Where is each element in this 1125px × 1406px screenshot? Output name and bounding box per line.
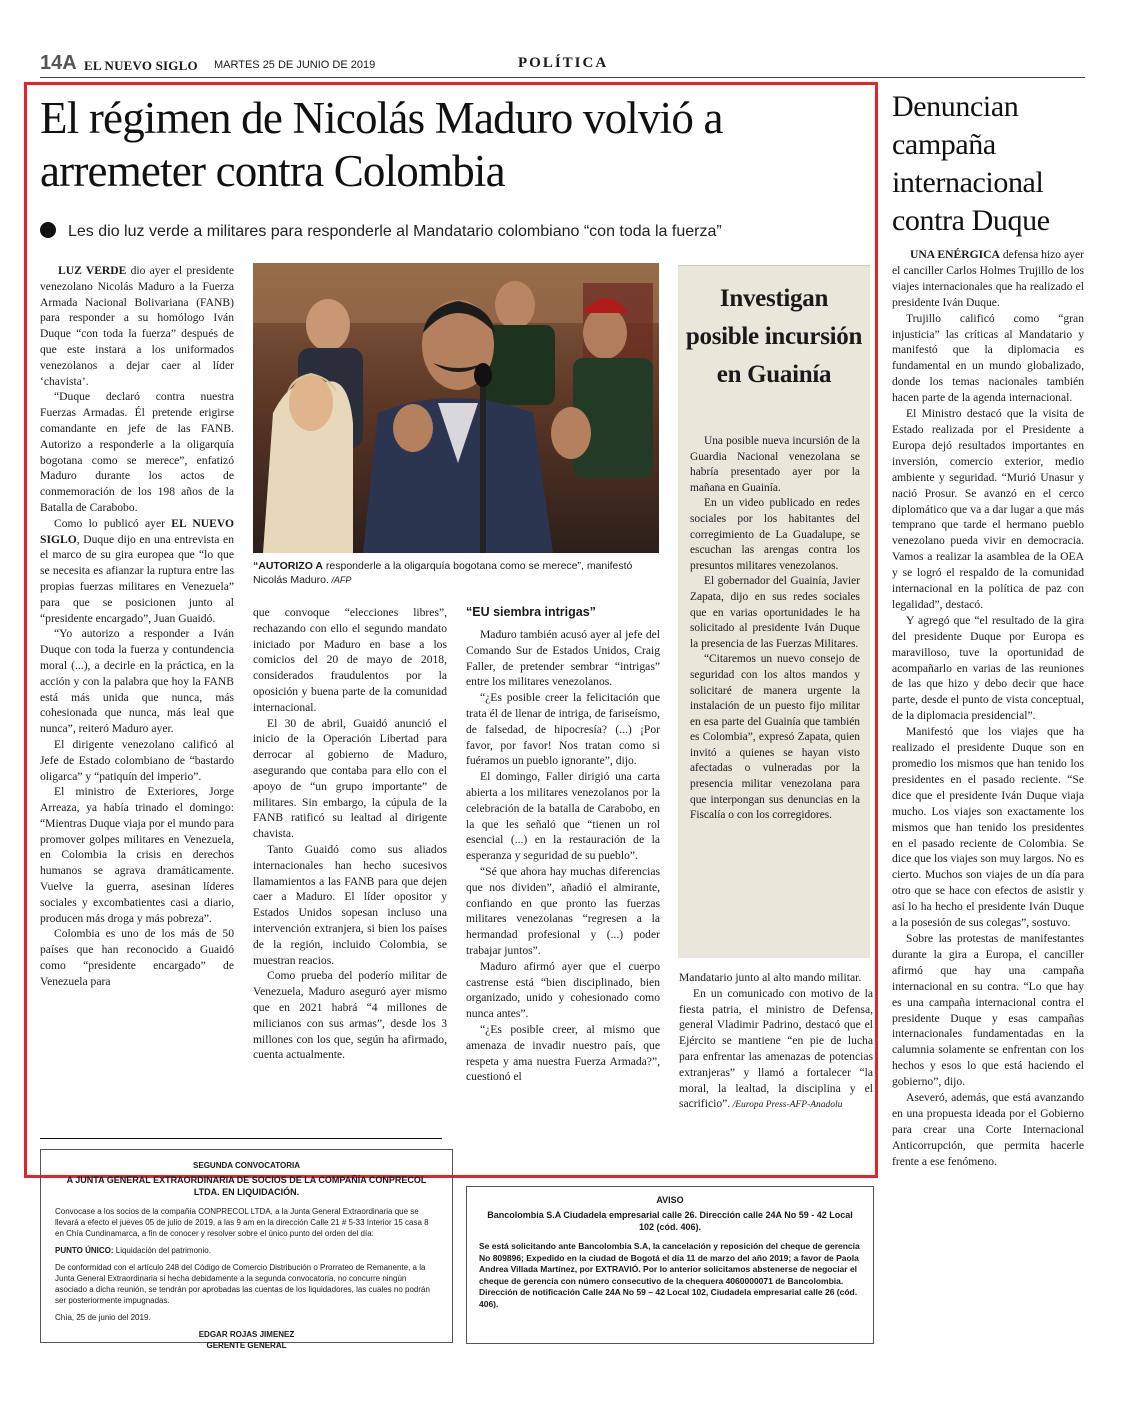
right-column [892,247,1084,1170]
paragraph [679,986,873,1114]
paragraph: El Ministro destacó que la visita de Estado realizada por el Presidente a Europa dejó resultados importantes en inversión, comercio exterior, medio ambiente y seguridad. “Murió Unasur y nació Prosur. Se avanzó en el cerco diplomático que va a dar lugar a que más temprano que tarde el hermano pueblo venezolano pueda vivir en democracia. Vamos a realizar la asamblea de la OEA y se logró el respaldo de la comunidad internacional en la política de paz con legalidad”, destacó. [892,407,1084,611]
paragraph: “¿Es posible creer, al mismo que amenaza de invadir nuestro país, que respeta y ama nuestra Fuerza Armada?”, cuestionó el [466,1022,660,1084]
divider [40,1138,442,1139]
paragraph: El ministro de Exteriores, Jorge Arreaza, ya había trinado el domingo: “Mientras Duque viaja por el mundo para promover golpes militares en Venezuela, en Colombia la crisis en derechos humanos se agrava dramáticamente. Vuelve la guerra, asesinan líderes sociales y excombatientes casi a diario, producen más droga y más pobreza”. [40,785,234,925]
legal-notice-aviso [466,1186,874,1344]
signer-role: GERENTE GENERAL [206,1341,287,1350]
paragraph-text: , Duque dijo en una entrevista en el marco de su gira europea que “lo que se necesita es afianzar la ruptura entre las propias fuerzas militares en Venezuela” para que se posicionen junto al “presidente encargado”, Juan Guaidó. [40,532,234,625]
photo-caption [253,560,659,587]
notice-body: Convocase a los socios de la compañía CONPRECOL LTDA, a la Junta General Extraordinaria que se llevará a efecto el jueves 05 de julio de 2019, a las 9 am en la dirección Calle 21 # 5-33 Interior 15 casa 8 en Chía Cundinamarca, a fin de conocer y resolver sobre el único punto del orden del día: [55,1207,429,1238]
photo-illustration [253,263,659,553]
paragraph [892,247,1084,311]
newspaper-mention: EL NUEVO SIGLO [40,516,234,546]
main-deck [40,222,870,241]
paragraph: “Duque declaró contra nuestra Fuerzas Armadas. Él pretende erigirse comandante en jefe de las FANB. Autorizo a responderle a la oligarquía bogotana como se merece”, enfatizó Maduro durante los actos de conmemoración de los 198 años de la Batalla de Carabobo. [40,390,234,514]
main-column-3 [466,605,660,1085]
paragraph: Sobre las protestas de manifestantes durante la gira a Europa, el canciller afirmó que hay una campaña internacional en su contra. “Lo que hay es una campaña internacional contra el presidente Duque y esas campañas internacionales fundamentadas en la calumnia solamente se enfrentan con los hechos y esos lo que está haciendo el gobierno”, dijo. [892,931,1084,1089]
paragraph [40,263,234,389]
point-text: Liquidación del patrimonio. [113,1246,211,1255]
paragraph: “Citaremos un nuevo consejo de seguridad con los altos mandos y solicitaré de manera urgente la instalación de un puesto fijo militar en esa parte del Guainía que también es Colombia”, expresó Zapata, quien invitó a quienes se hayan visto afectadas o vulneradas por la presencia militar venezolana para que interpongan sus denuncias en la Fiscalía o con los corregidores. [690,653,860,822]
notice-place-date: Chía, 25 de junio del 2019. [55,1313,151,1322]
paragraph: Maduro también acusó ayer al jefe del Comando Sur de Estados Unidos, Craig Faller, de pretender sembrar “intrigas” entre los militares venezolanos. [466,628,660,689]
notice-point [55,1245,438,1256]
maduro-photo [253,263,659,553]
main-column-4 [679,970,873,1114]
notice-heading: Bancolombia S.A Ciudadela empresarial calle 26. Dirección calle 24A No 59 - 42 Local 102 (cód. 406). [487,1210,853,1232]
signer-name: EDGAR ROJAS JIMENEZ [198,1330,295,1339]
paragraph: Una posible nueva incursión de la Guardia Nacional venezolana se habría presentado ayer por la mañana en Guainía. [690,435,860,494]
paragraph-text: dio ayer el presidente venezolano Nicolás Maduro a la Fuerza Armada Nacional Bolivariana (FANB) para responder a su homólogo Iván Duque “con toda la fuerza” después de que este instara a los uniformados venezolanos a dejar caer al líder ‘chavista’. [40,264,234,388]
paragraph: Aseveró, además, que está avanzando en una propuesta ideada por el Gobierno para crear una Corte Internacional Anticorrupción, que permita hacerle frente a ese fenómeno. [892,1091,1084,1168]
subheading: “EU siembra intrigas” [466,605,596,619]
lead-in: LUZ VERDE [58,264,127,277]
paragraph: Tanto Guaidó como sus aliados internacionales han hecho sucesivos llamamientos a las FANB para que dejen caer a Maduro. El líder opositor y Estados Unidos sopesan incluso una intervención extranjera, si bien los países de la región, incluido Colombia, se muestran reacios. [253,842,447,967]
point-label: PUNTO ÚNICO: [55,1246,114,1255]
notice-legal: De conformidad con el artículo 248 del Código de Comercio Distribución o Prorrateo de Remanente, a la Junta General Extraordinaria si hecha debidamente a la segunda convocatoria, no concurre ningún asociado a dicha reunión, se tendrán por aprobadas las cuentas de los liquidadores, las cuales no podrán ser posteriormente impugnadas. [55,1263,430,1305]
main-column-1 [40,263,234,990]
section-name: POLÍTICA [518,55,609,71]
legal-notice-convocatoria [40,1149,453,1350]
paragraph: Como prueba del poderío militar de Venezuela, Maduro aseguró ayer mismo que en 2021 habrá “4 millones de milicianos con sus armas”, desde los 3 millones con los que, según ha afirmado, cuenta actualmente. [253,969,447,1062]
bullet-icon [40,222,56,238]
paragraph: Mandatario junto al alto mando militar. [679,971,862,984]
paragraph: Manifestó que los viajes que ha realizado el presidente Duque son en promedio los mismos que han tenido los presidentes en el pasado reciente. “Se dice que el presidente Iván Duque viaja mucho. Los viajes son exactamente los mismos que han tenido los presidentes en el pasado reciente de Colombia. Se dice que los viajes son muy largos. No es cierto. Muchos son viajes de un día para otro que se hace con efectos de asistir y así lo ha hecho el presidente Iván Duque a la posesión de sus colegas”, sostuvo. [892,725,1084,930]
sidebar-body [690,434,860,824]
paragraph: Trujillo calificó como “gran injusticia” las críticas al Mandatario y manifestó que la diplomacia es fundamental en un mundo globalizado, donde los temas nacionales también hacen parte de la agenda internacional. [892,311,1084,405]
paragraph-text: defensa hizo ayer el canciller Carlos Holmes Trujillo de los viajes internacionales que ha realizado el presidente Iván Duque. [892,248,1084,309]
caption-credit: /AFP [328,574,352,585]
paragraph: Colombia es uno de los más de 50 países que han reconocido a Guaidó como “presidente encargado” de Venezuela para [40,927,234,988]
paragraph-text: Como lo publicó ayer [54,516,172,530]
paragraph: Y agregó que “el resultado de la gira del presidente Duque por Europa es maravilloso, tuve la oportunidad de acompañarlo en varias de las reuniones de las que hizo y debo decir que hace parte, desde el punto de vista conceptual, de la diplomacia presidencial”. [892,613,1084,723]
paragraph: El gobernador del Guainía, Javier Zapata, dijo en sus redes sociales que en varias oportunidades le ha solicitado al presidente Iván Duque la presencia de las Fuerzas Militares. [690,575,860,650]
issue-date: MARTES 25 DE JUNIO DE 2019 [214,59,376,71]
paragraph-text: En un comunicado con motivo de la fiesta patria, el ministro de Defensa, general Vladimir Padrino, destacó que el Ejército se mantiene “en pie de lucha para enfrentar las amenazas de potencias extranjeras” y llamó a fortalecer “la moral, la lealtad, la disciplina y el sacrificio”. [679,986,873,1111]
paragraph: Maduro afirmó ayer que el cuerpo castrense está “bien disciplinado, bien organizado, unido y cohesionado como nunca antes”. [466,959,660,1021]
notice-title: SEGUNDA CONVOCATORIA [193,1161,300,1170]
paragraph: que convoque “elecciones libres”, rechazando con ello el segundo mandato iniciado por Maduro en base a los comicios del 20 de mayo de 2018, considerados fraudulentos por la oposición y buena parte de la comunidad internacional. [253,606,447,714]
notice-title: AVISO [656,1195,684,1205]
paragraph: En un video publicado en redes sociales por los habitantes del corregimiento de La Guadalupe, se escuchan las arengas contra los presuntos militares venezolanos. [690,497,860,572]
caption-lead: “AUTORIZO A [253,560,323,572]
main-column-2 [253,605,447,1063]
sidebar-headline: Investigan posible incursión en Guainía [685,285,863,388]
story-credit: /Europa Press-AFP-Anadolu [730,1100,843,1111]
main-headline: El régimen de Nicolás Maduro volvió a arremeter contra Colombia [40,93,723,196]
newspaper-name: EL NUEVO SIGLO [84,58,198,73]
paragraph: El 30 de abril, Guaidó anunció el inicio de la Operación Libertad para derrocar al gobierno de Maduro, asegurando que contaba para ello con el apoyo de “un grupo importante” de militares. Sin embargo, la cúpula de la FANB ratificó su lealtad al dirigente chavista. [253,716,447,841]
paragraph: El domingo, Faller dirigió una carta abierta a los militares venezolanos por la celebración de la batalla de Carabobo, en la que les señaló que “tienen un rol esencial (...) en la restauración de la esperanza y seguridad de su pueblo”. [466,770,660,863]
lead-in: UNA ENÉRGICA [910,248,1000,261]
page-number: 14A [40,52,77,74]
paragraph [40,516,234,627]
paragraph: “Yo autorizo a responder a Iván Duque con toda la fuerza y contundencia moral (...), a decirle en la práctica, en la acción y con la palabra que hoy la FANB está más unida que nunca, más cohesionada que nunca, más leal que nunca”, reiteró Maduro ayer. [40,627,234,736]
right-headline: Denuncian campaña internacional contra Duque [892,90,1050,237]
deck-text: Les dio luz verde a militares para responderle al Mandatario colombiano “con toda la fuerza” [68,223,722,240]
page-header [40,52,1085,78]
paragraph: “¿Es posible creer la felicitación que trata él de llenar de intriga, de fariseísmo, de falsedad, de hipocresía? (...) ¡Por favor, por favor! Nos tratan como si fuéramos un pueblo ignorante”, dijo. [466,691,660,768]
notice-heading: A JUNTA GENERAL EXTRAORDINARIA DE SOCIOS DE LA COMPAÑÍA CONPRECOL LTDA. EN LIQUIDACIÓN. [66,1175,427,1197]
caption-text: responderle a la oligarquía bogotana como se merece”, manifestó Nicolás Maduro. [253,560,633,586]
paragraph: El dirigente venezolano calificó al Jefe de Estado colombiano de “bastardo oligarca” y “patiquín del imperio”. [40,737,234,783]
paragraph: “Sé que ahora hay muchas diferencias que nos dividen”, añadió el almirante, confiando en que pronto las fuerzas militares venezolanas “regresen a la hermandad profesional y (...) poder trabajar juntos”. [466,864,660,957]
notice-body: Se está solicitando ante Bancolombia S.A, la cancelación y reposición del cheque de gerencia No 809896; Expedido en la ciudad de Bogotá el día 11 de marzo del año 2019; a favor de Paola Andrea Villada Martínez, por EXTRAVIÓ. Por lo anterior solicitamos abstenerse de negociar el cheque de gerencia con número consecutivo de la chequera 4060000071 de Bancolombia. Dirección de notificación Calle 24A No 59 – 42 Local 102, Ciudadela empresarial calle 26 (cód. 406). [479,1241,860,1309]
